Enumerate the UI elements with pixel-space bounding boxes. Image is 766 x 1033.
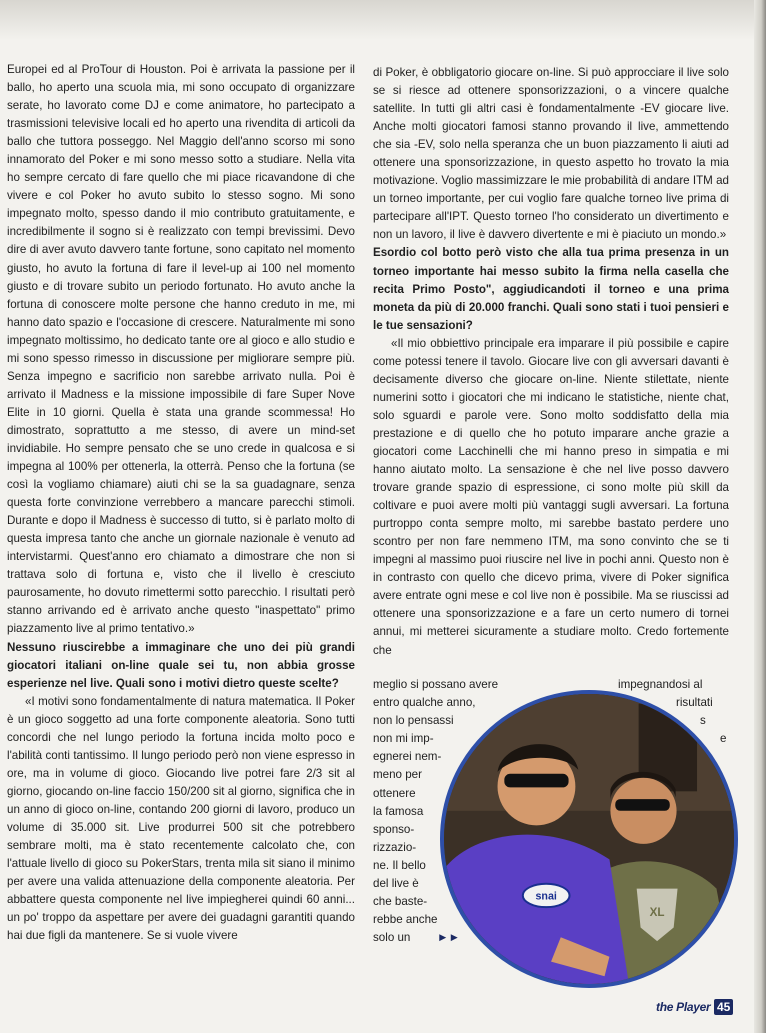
left-paragraph-2: «I motivi sono fondamentalmente di natura matematica. Il Poker è un gioco soggetto ad una forte componente aleatoria. Sono tutti concordi che nel lungo periodo la fortuna incida molto poco e l'abilità conti tantissimo. Il lungo periodo però non viene espresso in ore, ma in volume di gioco. Giocando live potrei fare 2/3 sit al giorno, giocando on-line faccio 150/200 sit al giorno, significa che in un anno di gioco on-line, contando 200 giorni di lavoro, produco un volume di 35.000 sit. Live produrrei 500 sit che potrebbero sembrare molti, ma è stato recentemente calcolato che, con l'attuale livello di gioco su PokerStars, trenta mila sit siano il minimo per avere una valida attenuazione della componente aleatoria. Per abbattere questa componente nel live impiegherei quindi 60 anni... un po' troppo da aspettare per avere dei guadagni garantiti quando hai due figli da mantenere. Se si vuole vivere xyxy=(7,694,355,943)
wrap-word-right-2b: e xyxy=(720,732,727,745)
wrap-line: meno per xyxy=(373,768,422,782)
magazine-logo: the Player xyxy=(656,1000,711,1014)
continue-arrow-icon: ►► xyxy=(437,931,460,945)
left-paragraph-1: Europei ed al ProTour di Houston. Poi è arrivata la passione per il ballo, ho aperto una scuola mia, mi sono occupato di organizzare serate, ho lavorato come DJ e come animatore, ho partecipato a trasmissioni televisive locali ed ho aperto una rivendita di articoli da ballo che tuttora posseggo. Nel Maggio dell'anno scorso mi sono innamorato del Poker e mi sono messo sotto a studiare. Nella vita ho sempre cercato di fare quello che mi piace ricavandone di che vivere e col Poker ho avuto subito lo stesso sogno. Mi sono impegnato molto, spesso dando il mio contributo gratuitamente, e incredibilmente il sogno si è realizzato con tempi brevissimi. Devo dire di aver avuto davvero tante fortune, sono capitato nel momento giusto, ho avuto la fortuna di fare il level-up ai 100 nel momento giusto e di trovare subito un periodo fortunato. Ho avuto anche la fortuna di conoscere molte persone che hanno creduto in me, mi hanno dato spazio e l'occasione di crescere. Naturalmente mi sono impegnato moltissimo, ho dedicato tante ore al gioco e allo studio e mi sono spesso rimesso in discussione per migliorare sempre più. Senza impegno e sacrificio non sarebbe arrivato nulla. Poi è arrivato il Madness e la missione impossibile di fare Super Nove Elite in 10 giorni. Quella è stata una grande scommessa! Ho dimostrato, soprattutto a me stesso, di avere un mind-set invidiabile. Ho sempre pensato che se uno crede in qualcosa e si impegna al 100% per ottenerla, la otterrà. Penso che la fortuna (se così la vogliamo chiamare) aiuti chi se la sa guadagnare, senza questa forte convinzione verrebbero a mancare parecchi stimoli. Durante e dopo il Madness è successo di tutto, si è parlato molto di questa impresa tanto che anche un giornale nazionale è venuto ad intervistarmi. Quest'anno ero chiamato a dimostrare che non si trattava solo di fortuna e, visto che il livello è cresciuto paurosamente, ho dovuto rimettermi sotto parecchio. I risultati però stanno arrivando ed è arrivato anche questo "inaspettato" primo piazzamento live al primo tentativo.» xyxy=(7,63,355,636)
wrap-line: del live è xyxy=(373,877,419,891)
page-number: 45 xyxy=(714,999,733,1015)
wrap-word-right-1: risultati xyxy=(676,696,713,709)
badge-label: snai xyxy=(535,890,557,903)
wrap-line: rebbe anche xyxy=(373,913,438,927)
circular-player-photo xyxy=(440,690,738,988)
wrap-word-right-2a: s xyxy=(700,714,706,727)
wrap-line: solo un xyxy=(373,931,411,945)
wrap-line: non lo pensassi xyxy=(373,714,454,728)
page-edge-binding xyxy=(754,0,766,1033)
left-text-column xyxy=(7,61,355,945)
interview-question-2: Esordio col botto però visto che alla tua prima presenza in un torneo importante hai messo subito la firma nella casella che recita Primo Posto", aggiudicandoti il torneo e una prima moneta da più di 20.000 franchi. Quali sono stati i tuoi pensieri e le tue sensazioni? xyxy=(373,246,729,332)
wrap-line: meglio si possano avere xyxy=(373,678,499,691)
shirt-label: XL xyxy=(649,905,665,919)
wrap-line: sponso- xyxy=(373,822,415,836)
right-paragraph-2: «Il mio obbiettivo principale era imparare il più possibile e capire come potessi tenere il tavolo. Giocare live con gli avversari davanti è decisamente diverso che giocare on-line. Niente stilettate, niente numerini sotto i giocatori che mi indicano le statistiche, niente chat, solo sguardi e parole vere. Sono molto soddisfatto della mia prestazione e di quello che ho potuto imparare anche grazie a giocatori come Lacchinelli che mi hanno preso in simpatia e mi hanno aiutato molto. La sensazione è che nel live posso davvero trovare grande spazio di espressione, ci sono molte più skill da coltivare e puoi avere molti più vantaggi sugli avversari. La fortuna purtroppo conta sempre molto, mi sarebbe bastato perdere uno scontro per non fare nemmeno ITM, ma sono convinto che se ti impegni al massimo puoi riuscire nel live in pochi anni. Questo non è in contrasto con quello che dicevo prima, vivere di Poker significa avere entrate ogni mese e col live non è possibile. Ma se riuscissi ad ottenere una sponsorizzazione e a fare un certo numero di tornei annui, mi metterei sicuramente a studiare molto. Credo fortemente che xyxy=(373,336,729,657)
wrap-line: che baste- xyxy=(373,895,428,909)
players-illustration xyxy=(444,694,734,984)
wrap-line: la famosa xyxy=(373,804,424,818)
right-text-column xyxy=(373,64,729,660)
page-top-shadow xyxy=(0,0,766,40)
wrap-line: non mi imp- xyxy=(373,732,434,746)
wrap-line: egnerei nem- xyxy=(373,750,442,764)
wrap-line: rizzazio- xyxy=(373,840,417,854)
right-paragraph-1: di Poker, è obbligatorio giocare on-line. Si può approcciare il live solo se si riesce ad ottenere sponsorizzazioni, o a vincere qualche satellite. In tutti gli altri casi è fondamentalmente -EV giocare live. Anche molti giocatori famosi stanno provando il live, ammettendo che sia -EV, solo nella speranza che un buon piazzamento li aiuti ad ottenere una sponsorizzazione, in questo aspetto ho trovato la mia motivazione. Voglio massimizzare le mie probabilità di andare ITM ad un torneo importante, per cui voglio fare qualche torneo live prima di partecipare all'IPT. Questo torneo l'ho considerato un divertimento e non un lavoro, il live è davvero divertente e mi è piaciuto un mondo.» xyxy=(373,66,729,242)
wrap-line: ne. Il bello xyxy=(373,858,426,872)
wrap-line: entro qualche anno, xyxy=(373,696,476,710)
wrap-line: ottenere xyxy=(373,786,416,800)
interview-question-1: Nessuno riuscirebbe a immaginare che uno dei più grandi giocatori italiani on-line quale sei tu, non abbia grosse esperienze nel live. Quali sono i motivi dietro queste scelte? xyxy=(7,640,355,690)
wrap-word-right-0: impegnandosi al xyxy=(618,678,703,691)
